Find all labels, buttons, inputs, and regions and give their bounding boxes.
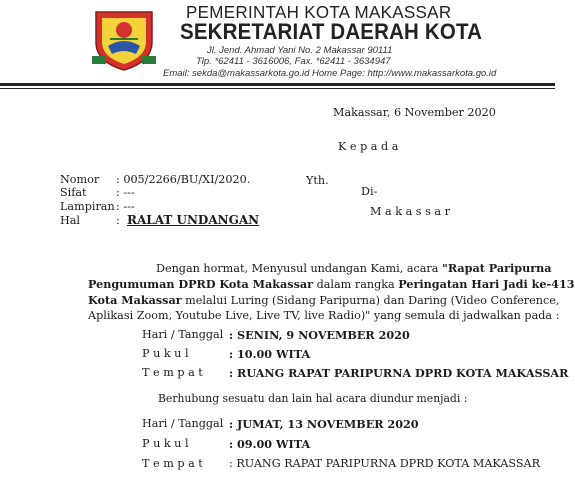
new-time-value: : 09.00 WITA	[229, 437, 311, 451]
intro-line-1: Dengan hormat, Menyusul undangan Kami, acara "Rapat Paripurna	[156, 261, 552, 275]
intro-line-3: Kota Makassar melalui Luring (Sidang Paripurna) dan Daring (Video Conference,	[88, 293, 560, 307]
lampiran-label: Lampiran	[60, 200, 115, 213]
nomor-label: Nomor	[60, 173, 100, 186]
new-place-label: T e m p a t	[142, 457, 203, 470]
new-time-label: P u k u l	[142, 437, 189, 450]
letterhead-government: PEMERINTAH KOTA MAKASSAR	[186, 2, 452, 23]
intro-line-2: Pengumuman DPRD Kota Makassar dalam rangka Peringatan Hari Jadi ke-413	[88, 277, 575, 291]
hal-colon: :	[116, 214, 120, 227]
letterhead-rule-thick	[0, 83, 555, 86]
place-date: Makassar, 6 November 2020	[333, 106, 496, 119]
recipient-yth: Yth.	[306, 174, 329, 187]
letterhead-rule-thin	[0, 88, 555, 89]
old-place-label: T e m p a t	[142, 366, 203, 379]
sifat-label: Sifat	[60, 186, 87, 199]
sifat-value: : ---	[116, 186, 135, 199]
old-day-label: Hari / Tanggal	[142, 328, 224, 341]
letterhead-secretariat: SEKRETARIAT DAERAH KOTA	[180, 19, 483, 44]
recipient-kepada: K e p a d a	[338, 140, 399, 153]
old-time-label: P u k u l	[142, 347, 189, 360]
old-time-value: : 10.00 WITA	[229, 347, 311, 361]
intro-line-4: Aplikasi Zoom, Youtube Live, Live TV, live Radio)" yang semula di jadwalkan pada :	[88, 309, 560, 322]
letterhead-phone: Tlp. *62411 - 3616006, Fax. *62411 - 3634947	[196, 56, 391, 67]
old-day-value: : SENIN, 9 NOVEMBER 2020	[229, 328, 410, 342]
lampiran-value: : ---	[116, 200, 135, 213]
letterhead-address: Jl. Jend. Ahmad Yani No. 2 Makassar 90111	[207, 45, 393, 56]
hal-label: Hal	[60, 214, 81, 227]
city-emblem-logo	[88, 6, 160, 72]
old-place-value: : RUANG RAPAT PARIPURNA DPRD KOTA MAKASSAR	[229, 366, 569, 380]
change-notice: Berhubung sesuatu dan lain hal acara diundur menjadi :	[158, 392, 468, 405]
recipient-city: M a k a s s a r	[370, 205, 450, 218]
new-day-label: Hari / Tanggal	[142, 417, 224, 430]
hal-value: RALAT UNDANGAN	[127, 213, 260, 227]
new-place-value: : RUANG RAPAT PARIPURNA DPRD KOTA MAKASSAR	[229, 457, 541, 470]
new-day-value: : JUMAT, 13 NOVEMBER 2020	[229, 417, 419, 431]
nomor-value: : 005/2266/BU/XI/2020.	[116, 173, 251, 186]
recipient-di: Di-	[361, 185, 378, 198]
letterhead-contact: Email: sekda@makassarkota.go.id Home Page: http://www.makassarkota.go.id	[163, 68, 497, 79]
